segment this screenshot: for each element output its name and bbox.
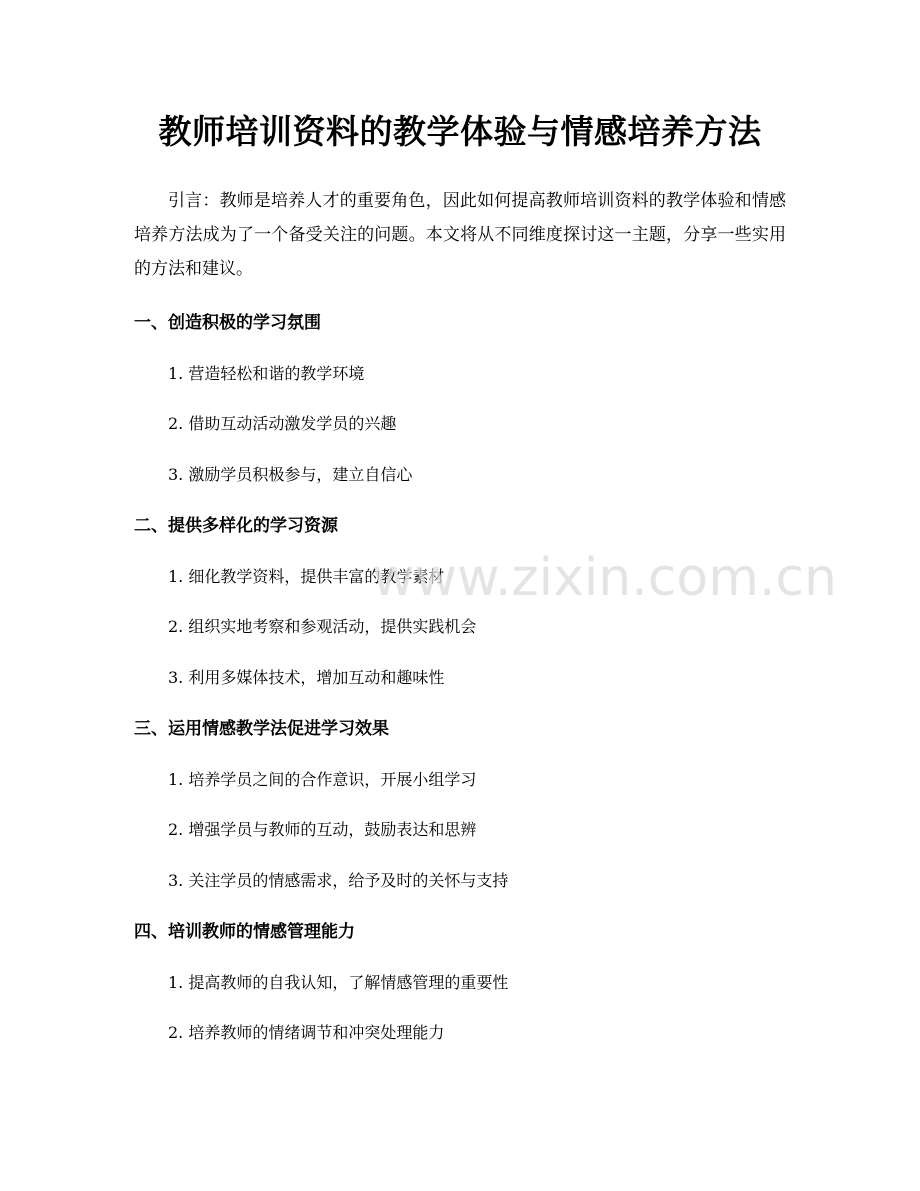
list-item: 3. 激励学员积极参与，建立自信心 [168, 465, 413, 484]
section-heading: 一、创造积极的学习氛围 [134, 313, 321, 333]
list-item: 3. 关注学员的情感需求，给予及时的关怀与支持 [168, 871, 509, 890]
intro-paragraph: 引言：教师是培养人才的重要角色，因此如何提高教师培训资料的教学体验和情感培养方法成为了一个备受关注的问题。本文将从不同维度探讨这一主题，分享一些实用的方法和建议。 [134, 191, 786, 279]
list-item: 3. 利用多媒体技术，增加互动和趣味性 [168, 668, 445, 687]
list-item: 1. 营造轻松和谐的教学环境 [168, 364, 365, 383]
list-item: 1. 提高教师的自我认知，了解情感管理的重要性 [168, 973, 509, 992]
list-item: 1. 细化教学资料，提供丰富的教学素材 [168, 567, 445, 586]
section-heading: 二、提供多样化的学习资源 [134, 516, 338, 536]
document-title: 教师培训资料的教学体验与情感培养方法 [158, 112, 762, 151]
list-item: 2. 培养教师的情绪调节和冲突处理能力 [168, 1023, 445, 1042]
section-heading: 四、培训教师的情感管理能力 [134, 922, 355, 942]
list-item: 2. 借助互动活动激发学员的兴趣 [168, 414, 397, 433]
list-item: 2. 增强学员与教师的互动，鼓励表达和思辨 [168, 820, 477, 839]
section-heading: 三、运用情感教学法促进学习效果 [134, 719, 389, 739]
list-item: 2. 组织实地考察和参观活动，提供实践机会 [168, 617, 477, 636]
list-item: 1. 培养学员之间的合作意识，开展小组学习 [168, 770, 477, 789]
watermark: www.zixin.com.cn [372, 548, 837, 608]
